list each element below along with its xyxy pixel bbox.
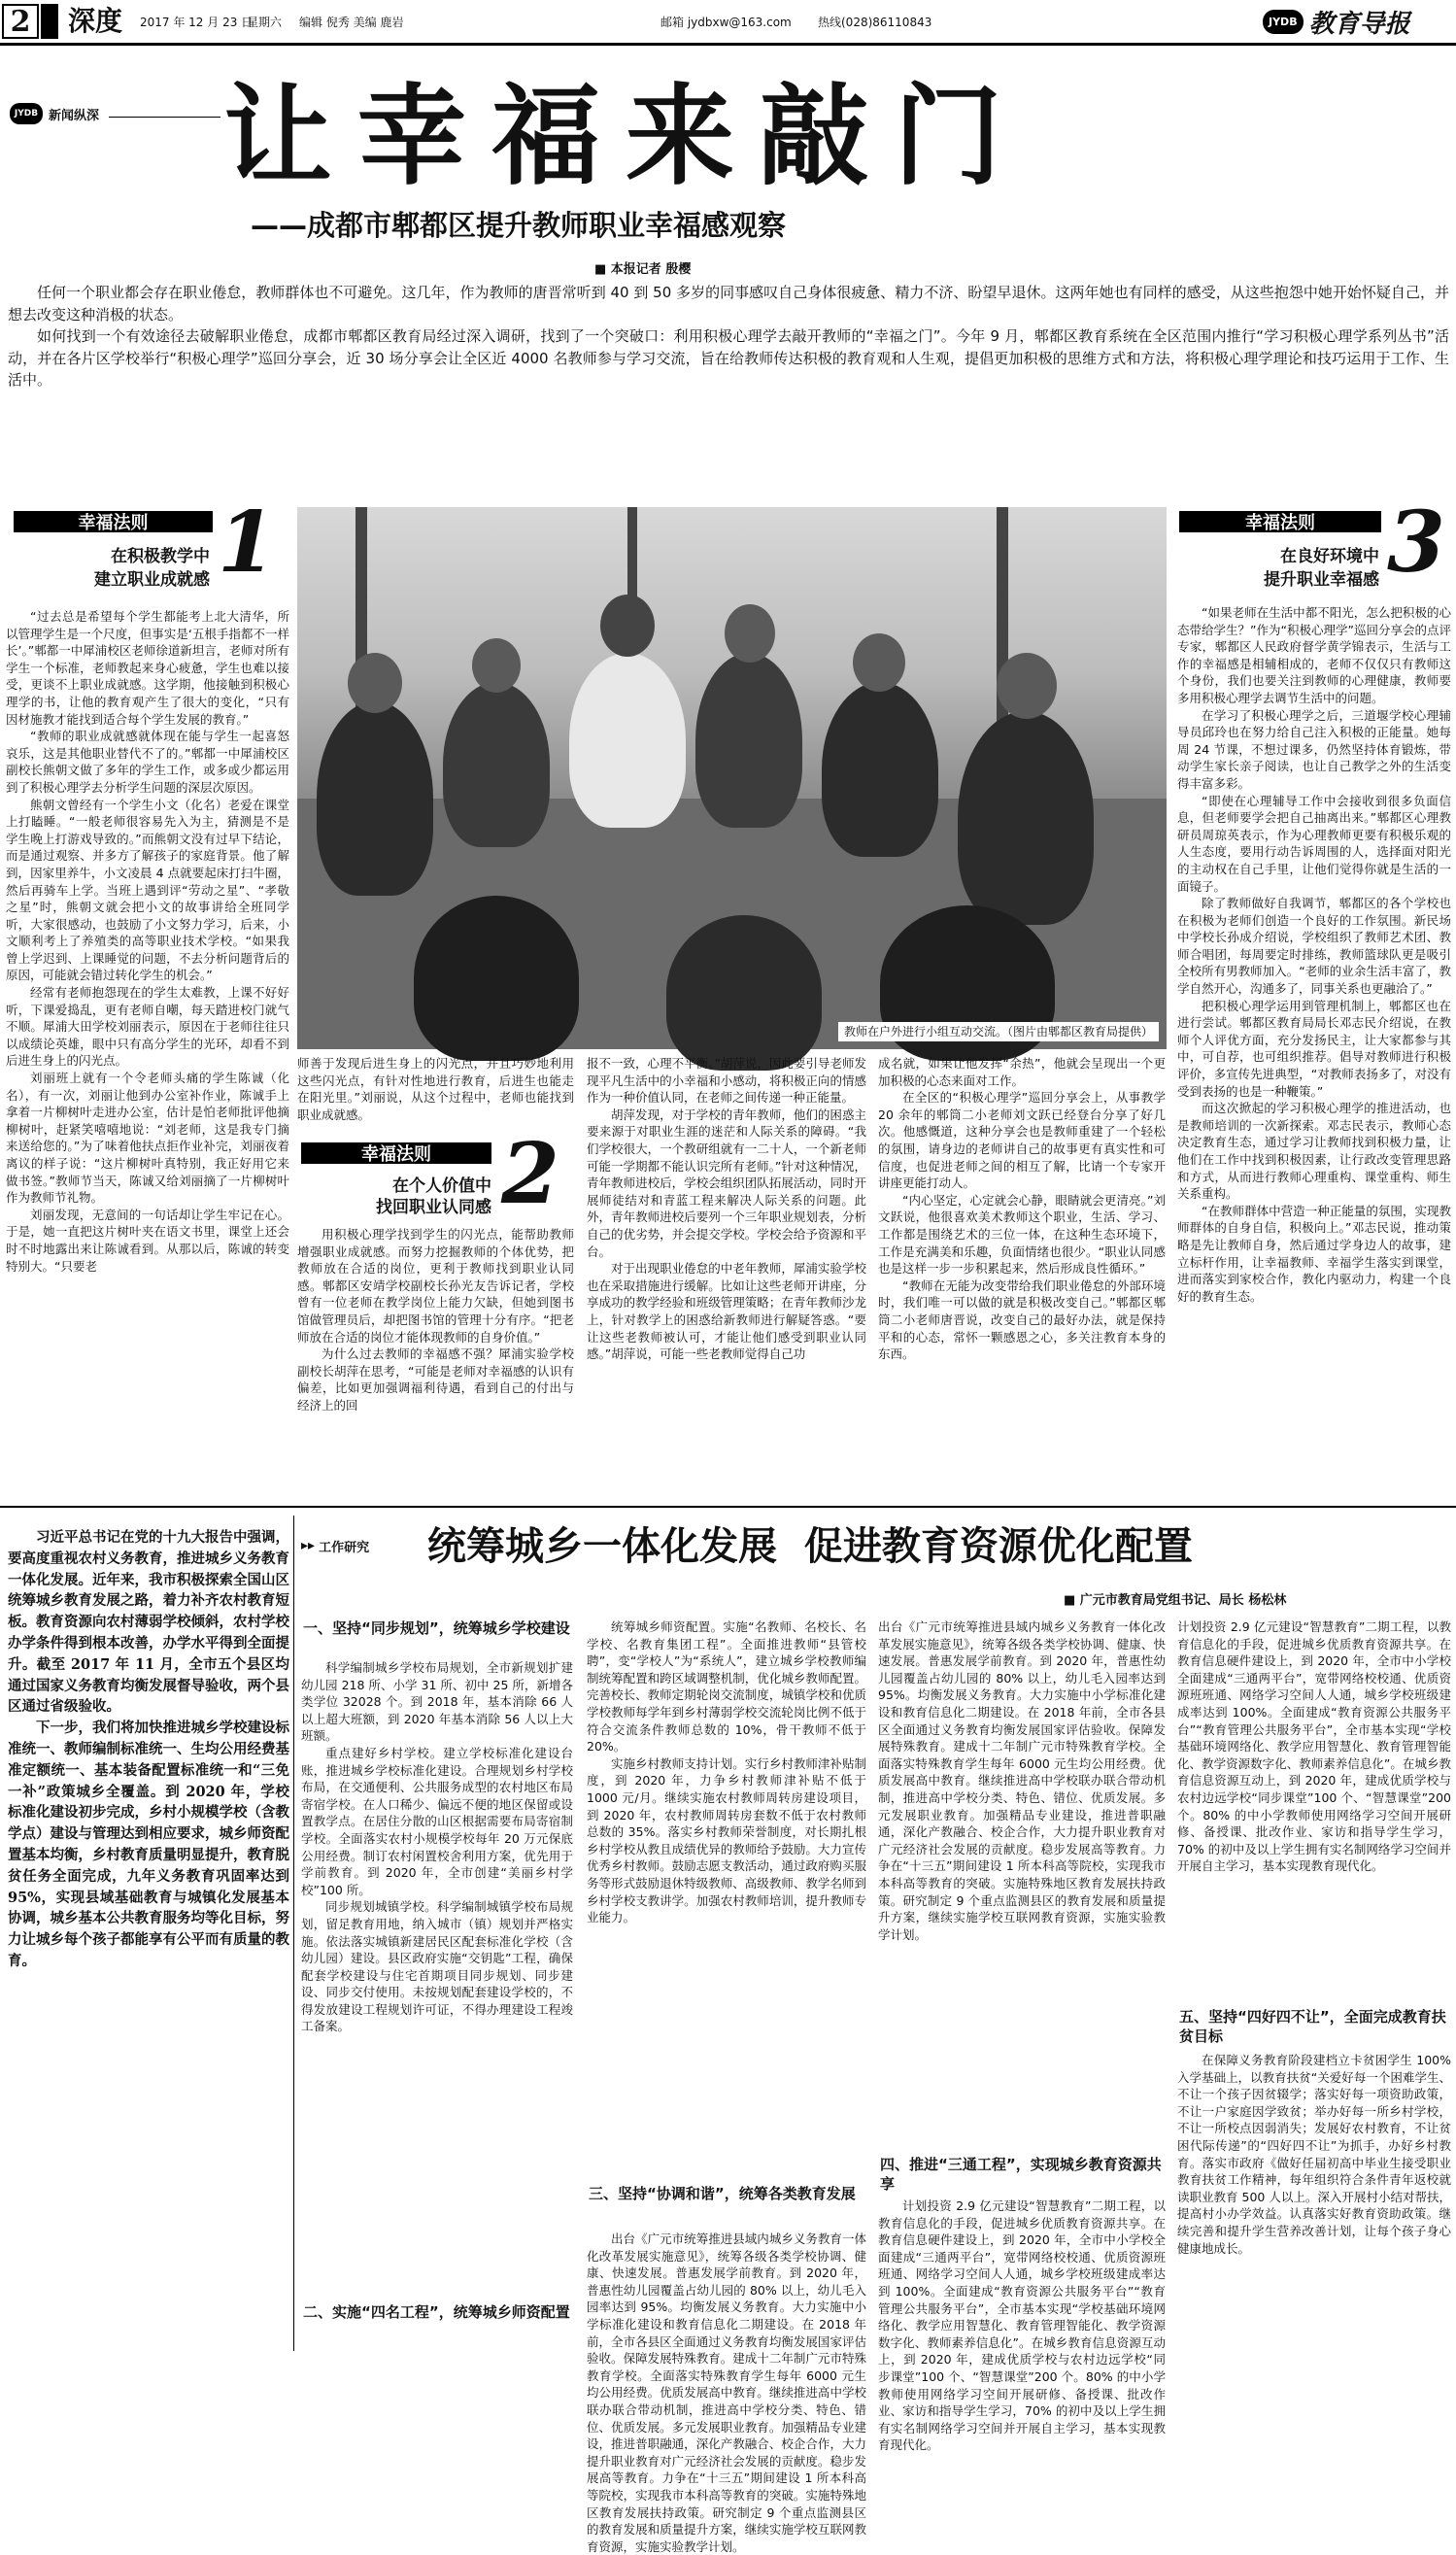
section-heading: 一、坚持“同步规划”，统筹城乡学校建设 <box>303 1619 570 1637</box>
photo-head <box>725 604 775 663</box>
rule2-body <box>297 1226 574 1498</box>
paragraph: 对于出现职业倦怠的中老年教师，犀浦实验学校也在采取措施进行缓解。比如让这些老师开讲座，分享成功的教学经验和班级管理策略；在青年教师沙龙上，针对教学上的困惑给新教师进行解疑答惑。“要让这些老教师被认可，才能让他们感受到职业认同感。”胡萍说，可能一些老教师觉得自己功 <box>587 1261 866 1362</box>
paragraph: 实施乡村教师支持计划。实行乡村教师津补贴制度，到 2020 年，力争乡村教师津补贴不低于 1000 元/月。继续实施农村教师周转房建设项目，到 2020 年，农村教师周转房套数不低于农村教师总数的 35%。落实乡村教师荣誉制度，对长期扎根乡村学校从教且成绩优异的教师给予鼓励。大力宣传优秀乡村教师。鼓励志愿支教活动，通过政府购买服务等形式鼓励退休特级教师、高级教师、教学名师到乡村学校支教讲学。加强农村教师培训，提升教师专业能力。 <box>587 1755 866 1925</box>
paragraph: 而这次掀起的学习积极心理学的推进活动，也是教师培训的一次新探索。邓志民表示，教师心态决定教育生态，通过学习让教师找到积极力量，让他们在工作中找到积极因素，让行政改变管理思路和方式，从而进行教师心理重构、课堂重构、师生关系重构。 <box>1177 1101 1451 1202</box>
paragraph: 经常有老师抱怨现在的学生太难教，上课不好好听，下课爱捣乱，更有老师自嘲，每天踏进校门就气不顺。犀浦大田学校刘丽表示，原因在于老师往往只以成绩论英雄，眼中只有高分学生的光环，却看不到后进生身上的闪光点。 <box>6 985 289 1069</box>
photo-person <box>414 896 579 1061</box>
page-number: 2 <box>10 4 31 39</box>
paragraph: 用积极心理学找到学生的闪光点，能帮助教师增强职业成就感。而努力挖掘教师的个体优势，把教师放在合适的岗位，更利于教师找到职业认同感。郫都区安靖学校副校长孙光友告诉记者，学校曾有一位老师在教学岗位上能力欠缺，但她到图书馆做管理员后，却把图书馆的管理十分有序。“把老师放在合适的岗位才能体现教师的自身价值。” <box>297 1227 574 1345</box>
logo-badge: JYDB <box>1263 10 1304 34</box>
paragraph: 刘丽发现，无意间的一句话却让学生牢记在心。于是，她一直把这片树叶夹在语文书里，课堂上还会时不时地露出来让陈诚看到。从那以后，陈诚的转变特别大。“只要老 <box>6 1207 289 1274</box>
col4-body <box>878 1055 1166 1497</box>
photo-head <box>348 653 402 713</box>
paragraph: 成名就，如果让他发挥“余热”，他就会呈现出一个更加积极的心态来面对工作。 <box>878 1056 1166 1088</box>
photo-person <box>822 682 938 857</box>
article-title: 让幸福来敲门 <box>223 74 1028 200</box>
article2-col-c2 <box>878 2197 1166 2453</box>
paragraph: 报不一致，心理不平衡。”胡萍说，因此要引导老师发现平凡生活中的小幸福和小感动，将积极正向的情感作为一种价值认同，在老师之间传递一种正能量。 <box>587 1056 866 1106</box>
paragraph: 在学习了积极心理学之后，三道堰学校心理辅导员邱玲也在努力给自己注入积极的正能量。她每周 24 节课，不想过课多，仍然坚持体育锻炼，带动学生家长亲子阅读，也让自己教学之外的生活变得丰富多彩。 <box>1177 707 1451 791</box>
rule1-subheading-2: 建立职业成就感 <box>94 570 210 590</box>
paragraph: “过去总是希望每个学生都能考上北大清华，所以管理学生是一个尺度，但事实是‘五根手指都不一样长’。”郫都一中犀浦校区老师徐道新坦言，老师对所有学生一个标准，老师教起来身心疲惫，学生也难以接受，更谈不上职业成就感。这学期，他接触到积极心理学的书，让他的教育观产生了很大的变化，“只有因材施教才能找到适合每个学生发展的教育。” <box>6 609 289 727</box>
column-badge: JYDB <box>10 103 43 124</box>
section-divider <box>0 1506 1456 1508</box>
section-name: 深度 <box>68 5 123 37</box>
hotline: 热线(028)86110843 <box>818 16 932 29</box>
article2-col-b2 <box>587 2231 866 2554</box>
paragraph: “如果老师在生活中都不阳光，怎么把积极的心态带给学生？”作为“积极心理学”巡回分享会的点评专家，郫都区人民政府督学黄学锦表示，生活与工作的幸福感是相辅相成的，老师不仅仅只有教师这个身份，我们也要关注到教师的心理健康，教师要多用积极心理学去调节生活中的问题。 <box>1177 605 1451 705</box>
article-lead <box>8 282 1449 466</box>
photo-caption: 教师在户外进行小组互动交流。（图片由郫都区教育局提供） <box>838 1022 1159 1041</box>
article2-col-b <box>587 1618 866 2240</box>
photo-tree <box>997 507 1008 750</box>
paragraph: “教师在无能为改变带给我们职业倦怠的外部环境时，我们唯一可以做的就是积极改变自己。”郫都区郫筒二小老师唐晋说，改变自己的最好办法，就是保持平和的心态，常怀一颗感恩之心，多关注教育本身的东西。 <box>878 1278 1166 1362</box>
col2-body-top <box>297 1055 574 1133</box>
photo-head <box>853 633 905 692</box>
paragraph: 出台《广元市统筹推进县域内城乡义务教育一体化改革发展实施意见》，统筹各级各类学校协调、健康、快速发展。普惠发展学前教育。到 2020 年，普惠性幼儿园覆盖占幼儿园的 80% 以上，幼儿毛入园率达到 95%。均衡发展义务教育。大力实施中小学标准化建设和教育信息化二期建设。在 2018 年前，全市各县区全面通过义务教育均衡发展国家评估验收。保障发展特殊教育。建成十二年制广元市特殊教育学校。全面落实特殊教育学生每年 6000 元生均公用经费。优质发展高中教育。继续推进高中学校联办联合带动机制，推进高中学校分类、特色、错位、优质发展。多元发展职业教育。加强精品专业建设，推进普职融通，深化产教融合、校企合作，大力提升职业教育对广元经济社会发展的贡献度。稳步发展高等教育。力争在“十三五”期间建设 1 所本科高等院校，实现我市本科高等教育的突破。实施特殊地区教育发展扶持政策。研究制定 9 个重点监测县区的教育发展和质量提升方案，继续实施学校互联网教育资源，实施实验教学计划。 <box>587 2231 866 2554</box>
rule1-number: 1 <box>218 494 276 592</box>
header-emblem-icon <box>41 4 58 39</box>
paragraph: 计划投资 2.9 亿元建设“智慧教育”二期工程，以教育信息化的手段，促进城乡优质教育资源共享。在教育信息硬件建设上，到 2020 年，全市中小学校全面建成“三通两平台”，宽带网络校校通、优质资源班班通、网络学习空间人人通，城乡学校班级建成率达到 100%。全面建成“教育资源公共服务平台”“教育管理公共服务平台”，全市基本实现“学校基础环境网络化、教学应用智慧化、教育管理智能化、教学资源数字化、教师素养信息化”。在城乡教育信息资源互动上，到 2020 年，建成优质学校与农村边远学校“同步课堂”100 个、“智慧课堂”200 个。80% 的中小学教师使用网络学习空间开展研修、备授课、批改作业、家访和指导学生学习，70% 的初中及以上学生拥有实名制网络学习空间并开展自主学习，基本实现教育现代化。 <box>878 2198 1166 2453</box>
article2-col-c <box>878 1618 1166 2141</box>
article2-intro <box>8 1527 289 2353</box>
paragraph: “在教师群体中营造一种正能量的氛围，实现教师群体的自身自信，积极向上。”邓志民说，推动策略是先让教师自身，然后通过学身边人的故事，建立标杆作用，让幸福教师、幸福学生落实到课堂，进而落实到家校合作，教化内驱动力，构建一个良好的教育生态。 <box>1177 1203 1451 1304</box>
paragraph: 习近平总书记在党的十九大报告中强调，要高度重视农村义务教育，推进城乡义务教育一体化发展。近年来，我市积极探索全国山区统筹城乡教育发展之路，着力补齐农村教育短板。教育资源向农村薄弱学校倾斜，农村学校办学条件得到根本改善，办学水平得到全面提升。截至 2017 年 11 月，全市五个县区均通过国家义务教育均衡发展督导验收，两个县区通过省级验收。 <box>8 1529 289 1716</box>
article2-col-d <box>1177 1618 1451 1993</box>
paragraph: 重点建好乡村学校。建立学校标准化建设台账，推进城乡学校标准化建设。合理规划乡村学校布局，在交通便利、公共服务成型的农村地区布局寄宿学校。在人口稀少、偏远不便的地区保留或设置教学点。在居住分散的山区根据需要布局寄宿制学校。全面落实农村小规模学校每年 20 万元保底公用经费。制订农村闲置校舍利用方案，优先用于学前教育。到 2020 年，全市创建“美丽乡村学校”100 所。 <box>301 1745 573 1897</box>
paragraph: 胡萍发现，对于学校的青年教师，他们的困惑主要来源于对职业生涯的迷茫和人际关系的障碍。“我们学校很大，一个教研组就有一二十人，一个新老师可能一学期都不能认识完所有老师。”针对这种情况，青年教师进校后，学校会组织团队拓展活动，同时开展师徒结对和青蓝工程来解决人际关系的问题。此外，青年教师进校后要列一个三年职业规划表，分析自己的优劣势，并会提交学校。学校会给予资源和平台。 <box>587 1107 866 1259</box>
paragraph: 刘丽班上就有一个令老师头痛的学生陈诚（化名），有一次，刘丽让他到办公室补作业，陈诚手上拿着一片柳树叶走进办公室，估计是怕老师批评他摘柳树叶，赶紧笑嘻嘻地说：“刘老师，这是我专门摘来送给您的。”为了味着他扶点拒作业补完，刘丽夜着离议的样子说：“这片柳树叶真特别，我正好用它来做书签。”教师节当天，陈诚又给刘丽摘了一片柳树叶作为教师节礼物。 <box>6 1071 289 1206</box>
article2-col-d2 <box>1177 2052 1451 2353</box>
column-tag <box>301 1535 392 1556</box>
paragraph: 在保障义务教育阶段建档立卡贫困学生 100% 入学基础上，以教育扶贫“关爱好每一个困难学生、不让一个孩子因贫辍学；落实好每一项资助政策，不让一户家庭因学致贫；举办好每一所乡村学校，不让一所校点因弱消失；发展好农村教育，不让贫困代际传递”的“四好四不让”为抓手，办好乡村教育。落实市政府《做好任届初高中毕业生接受职业教育扶贫工作精神，每年组织符合条件青年返校就读职业教育 500 人以上。深入开展村小结对帮扶，提高村小办学效益。认真落实好教育资助政策。继续完善和提升学生营养改善计划，让每个孩子身心健康地成长。 <box>1177 2053 1451 2256</box>
rule3-subheading-2: 提升职业幸福感 <box>1264 570 1379 590</box>
paragraph: 出台《广元市统筹推进县域内城乡义务教育一体化改革发展实施意见》，统筹各级各类学校协调、健康、快速发展。普惠发展学前教育。到 2020 年，普惠性幼儿园覆盖占幼儿园的 80% 以上，幼儿毛入园率达到 95%。均衡发展义务教育。大力实施中小学标准化建设和教育信息化二期建设。在 2018 年前，全市各县区全面通过义务教育均衡发展国家评估验收。保障发展特殊教育。建成十二年制广元市特殊教育学校。全面落实特殊教育学生每年 6000 元生均公用经费。优质发展高中教育。继续推进高中学校联办联合带动机制，推进高中学校分类、特色、错位、优质发展。多元发展职业教育。加强精品专业建设，推进普职融通，深化产教融合、校企合作，大力提升职业教育对广元经济社会发展的贡献度。稳步发展高等教育。力争在“十三五”期间建设 1 所本科高等院校，实现我市本科高等教育的突破。实施特殊地区教育发展扶持政策。研究制定 9 个重点监测县区的教育发展和质量提升方案，继续实施学校互联网教育资源，实施实验教学计划。 <box>878 1619 1166 1942</box>
rule2-label: 幸福法则 <box>301 1142 491 1164</box>
photo-person <box>317 701 433 896</box>
photo-head <box>472 638 521 693</box>
paragraph: 为什么过去教师的幸福感不强？犀浦实验学校副校长胡萍在思考，“可能是老师对幸福感的认识有偏差，比如更加强调福利待遇，看到自己的付出与经济上的回 <box>297 1346 574 1413</box>
section-heading: 四、推进“三通工程”，实现城乡教育资源共享 <box>880 2156 1162 2193</box>
paragraph: 统筹城乡师资配置。实施“名教师、名校长、名学校、名教育集团工程”。全面推进教师“县管校聘”，变“学校人”为“系统人”，建立城乡学校教师编制统筹配置和跨区域调整机制，优化城乡教师配置。完善校长、教师定期轮岗交流制度，城镇学校和优质学校教师每学年到乡村薄弱学校交流轮岗比例不低于符合交流条件教师总数的 10%，骨干教师不低于 20%。 <box>587 1619 866 1754</box>
rule1-label: 幸福法则 <box>14 511 213 532</box>
rule1-subheading-1: 在积极教学中 <box>111 547 210 566</box>
article-photo <box>297 507 1167 1049</box>
rule1-body <box>6 608 289 1274</box>
photo-person <box>666 915 822 1071</box>
page-number-box <box>2 4 39 39</box>
photo-head <box>600 595 655 657</box>
paragraph: 师善于发现后进生身上的闪光点，并且巧妙地利用这些闪光点，有针对性地进行教育，后进生也能走在阳光里。”刘丽说，从这个过程中，老师也能找到职业成就感。 <box>297 1056 574 1122</box>
column-rule <box>109 117 220 118</box>
paragraph: 科学编制城乡学校布局规划，全市新规划扩建幼儿园 218 所、小学 31 所、初中 25 所，新增各类学位 32028 个。到 2018 年，基本消除 66 人以上超大班额，到 2020 年基本消除 56 人以上大班额。 <box>301 1660 573 1744</box>
article2-byline: ■ 广元市教育局党组书记、局长 杨松林 <box>1064 1593 1287 1608</box>
rule2-subheading-1: 在个人价值中 <box>392 1176 491 1196</box>
article2-title: 统筹城乡一体化发展 促进教育资源优化配置 <box>427 1524 1193 1569</box>
paragraph: 熊朝文曾经有一个学生小文（化名）老爱在课堂上打瞌睡。“一般老师很容易先入为主，猜测是不是学生晚上打游戏导致的。”而熊朝文没有过早下结论，而是通过观察、并多方了解孩子的家庭背景。他了解到，因家里养牛，小文凌晨 4 点就要起床打扫牛圈，然后再骑车上学。当班上遇到评“劳动之星”、“孝敬之星”时，熊朝文就会把小文的故事讲给全班同学听，大家很感动，也鼓励了小文努力学习，后来，小文顺利考上了养殖类的高等职业技术学校。“如果我曾上学迟到、上课睡觉的问题，不去分析问题背后的原因，可能就会错过转化学生的机会。” <box>6 797 289 983</box>
rule3-body <box>1177 604 1451 1496</box>
column-tag-text: 工作研究 <box>319 1540 370 1555</box>
lead-paragraph: 任何一个职业都会存在职业倦怠，教师群体也不可避免。这几年，作为教师的唐晋常听到 40 到 50 多岁的同事感叹自己身体很疲惫、精力不济、盼望早退休。这两年她也有同样的感受，从这些抱怨中她开始怀疑自己，并想去改变这种消极的状态。 <box>8 284 1449 324</box>
paragraph: 在全区的“积极心理学”巡回分享会上，从事教学 20 余年的郫筒二小老师刘文跃已经登台分享了好几次。他感慨道，这种分享会也是教师重建了一个轻松的氛围，请身边的老师讲自己的故事更有真实性和可信度，也促进老师之间的相互了解，比请一个专家开讲座更能打动人。 <box>878 1090 1166 1191</box>
photo-head <box>997 653 1057 719</box>
newspaper-logo <box>1263 4 1452 39</box>
rule3-number: 3 <box>1387 494 1445 592</box>
photo-person <box>958 711 1094 925</box>
article-subtitle: ——成都市郫都区提升教师职业幸福感观察 <box>251 209 787 242</box>
paragraph: 除了教师做好自我调节，郫都区的各个学校也在积极为老师们创造一个良好的工作氛围。新民场中学校长孙成介绍说，学校组织了教师艺术团、教师合唱团，每周要定时排练，教师篮球队更是吸引全校所有男教师加入。“老师的业余生活丰富了，教学自然开心，沟通多了，同事关系也更融洽了。” <box>1177 896 1451 997</box>
logo-text: 教育导报 <box>1308 9 1410 39</box>
rule3-subheading-1: 在良好环境中 <box>1280 547 1379 566</box>
section-heading: 五、坚持“四好四不让”，全面完成教育扶贫目标 <box>1179 2008 1446 2045</box>
article-byline: ■ 本报记者 殷樱 <box>594 262 692 277</box>
paragraph: 把积极心理学运用到管理机制上，郫都区也在进行尝试。郫都区教育局局长邓志民介绍说，在教师个人评优方面，充分发扬民主，让大家都参与其中，可自荐，也可组织推荐。倡导对教师进行积极评价，多宣传先进典型，“对教师表扬多了，对没有受到表扬的也是一种鞭策。” <box>1177 998 1451 1099</box>
paragraph: 下一步，我们将加快推进城乡学校建设标准统一、教师编制标准统一、生均公用经费基准定额统一、基本装备配置标准统一和“三免一补”政策城乡全覆盖。到 2020 年，学校标准化建设初步完成，乡村小规模学校（含教学点）建设与管理达到相应要求，城乡师资配置基本均衡，乡村教育质量明显提升，教育脱贫任务全面完成，九年义务教育巩固率达到 95%，实现县域基础教育与城镇化发展基本协调，城乡基本公共教育服务均等化目标，努力让城乡每个孩子都能享有公平而有质量的教育。 <box>8 1720 289 1969</box>
photo-person <box>569 653 686 828</box>
article2-col-a <box>301 1659 573 2281</box>
paragraph: “即使在心理辅导工作中会接收到很多负面信息，但老师要学会把自己抽离出来。”郫都区心理教研员周琼英表示，作为心理教师更要有积极乐观的人生态度，要用行动告诉周围的人，选择面对阳光的主动权在自己手里，让他们觉得你就是生活的一面镜子。 <box>1177 793 1451 894</box>
column-name: 新闻纵深 <box>49 109 100 123</box>
rule3-label: 幸福法则 <box>1179 511 1381 532</box>
photo-person <box>695 653 802 828</box>
issue-date: 2017 年 12 月 23 日 <box>140 16 254 29</box>
lead-paragraph: 如何找到一个有效途径去破解职业倦怠，成都市郫都区教育局经过深入调研，找到了一个突破口：利用积极心理学去敲开教师的“幸福之门”。今年 9 月，郫都区教育系统在全区范围内推行“学习积极心理学系列丛书”活动，并在各片区学校举行“积极心理学”巡回分享会，近 30 场分享会让全区近 4000 名教师参与学习交流，旨在给教师传达积极的教育观和人生观，提倡更加积极的思维方式和方法，将积极心理学理论和技巧运用于工作、生活中。 <box>8 327 1449 389</box>
page-header <box>0 0 1456 46</box>
section-heading: 二、实施“四名工程”，统筹城乡师资配置 <box>303 2303 570 2321</box>
issue-weekday: 星期六 <box>247 16 283 29</box>
paragraph: “教师的职业成就感就体现在能与学生一起喜怒哀乐，这是其他职业替代不了的。”郫都一中犀浦校区副校长熊朝文做了多年的学生工作，或多或少都运用到了积极心理学去分析学生问题的深层次原因。 <box>6 729 289 795</box>
paragraph: 同步规划城镇学校。科学编制城镇学校布局规划，留足教育用地，纳入城市（镇）规划并严格实施。依法落实城镇新建居民区配套标准化学校（含幼儿园）建设。县区政府实施“交钥匙”工程，确保配套学校建设与住宅首期项目同步规划、同步建设、同步交付使用。未按规划配套建设学校的，不得发放建设工程规划许可证，不得办理建设工程竣工备案。 <box>301 1899 573 2034</box>
email: 邮箱 jydbxw@163.com <box>660 16 792 29</box>
paragraph: “内心坚定，心定就会心静，眼睛就会更清亮。”刘文跃说，他很喜欢美术教师这个职业，生活、学习、工作都是围绕艺术的三位一体，在这种生态环境下，工作是充满美和乐趣，负面情绪也很少。“职业认同感也是这样一步一步积累起来，然后形成良性循环。” <box>878 1192 1166 1277</box>
rule2-subheading-2: 找回职业认同感 <box>376 1198 491 1217</box>
paragraph: 计划投资 2.9 亿元建设“智慧教育”二期工程，以教育信息化的手段，促进城乡优质教育资源共享。在教育信息硬件建设上，到 2020 年，全市中小学校全面建成“三通两平台”，宽带网络校校通、优质资源班班通、网络学习空间人人通，城乡学校班级建成率达到 100%。全面建成“教育资源公共服务平台”“教育管理公共服务平台”，全市基本实现“学校基础环境网络化、教学应用智慧化、教育管理智能化、教学资源数字化、教师素养信息化”。在城乡教育信息资源互动上，到 2020 年，建成优质学校与农村边远学校“同步课堂”100 个、“智慧课堂”200 个。80% 的中小学教师使用网络学习空间开展研修、备授课、批改作业、家访和指导学生学习，70% 的初中及以上学生拥有实名制网络学习空间并开展自主学习，基本实现教育现代化。 <box>1177 1619 1451 1874</box>
column-tag-icon: ▸▸ <box>301 1538 316 1553</box>
rule2-number: 2 <box>501 1125 559 1223</box>
photo-person <box>443 682 550 847</box>
col3-body <box>587 1055 866 1497</box>
column-divider <box>293 1516 294 2351</box>
section-heading: 三、坚持“协调和谐”，统筹各类教育发展 <box>589 2185 856 2202</box>
editors: 编辑 倪秀 美编 鹿岩 <box>299 16 404 29</box>
